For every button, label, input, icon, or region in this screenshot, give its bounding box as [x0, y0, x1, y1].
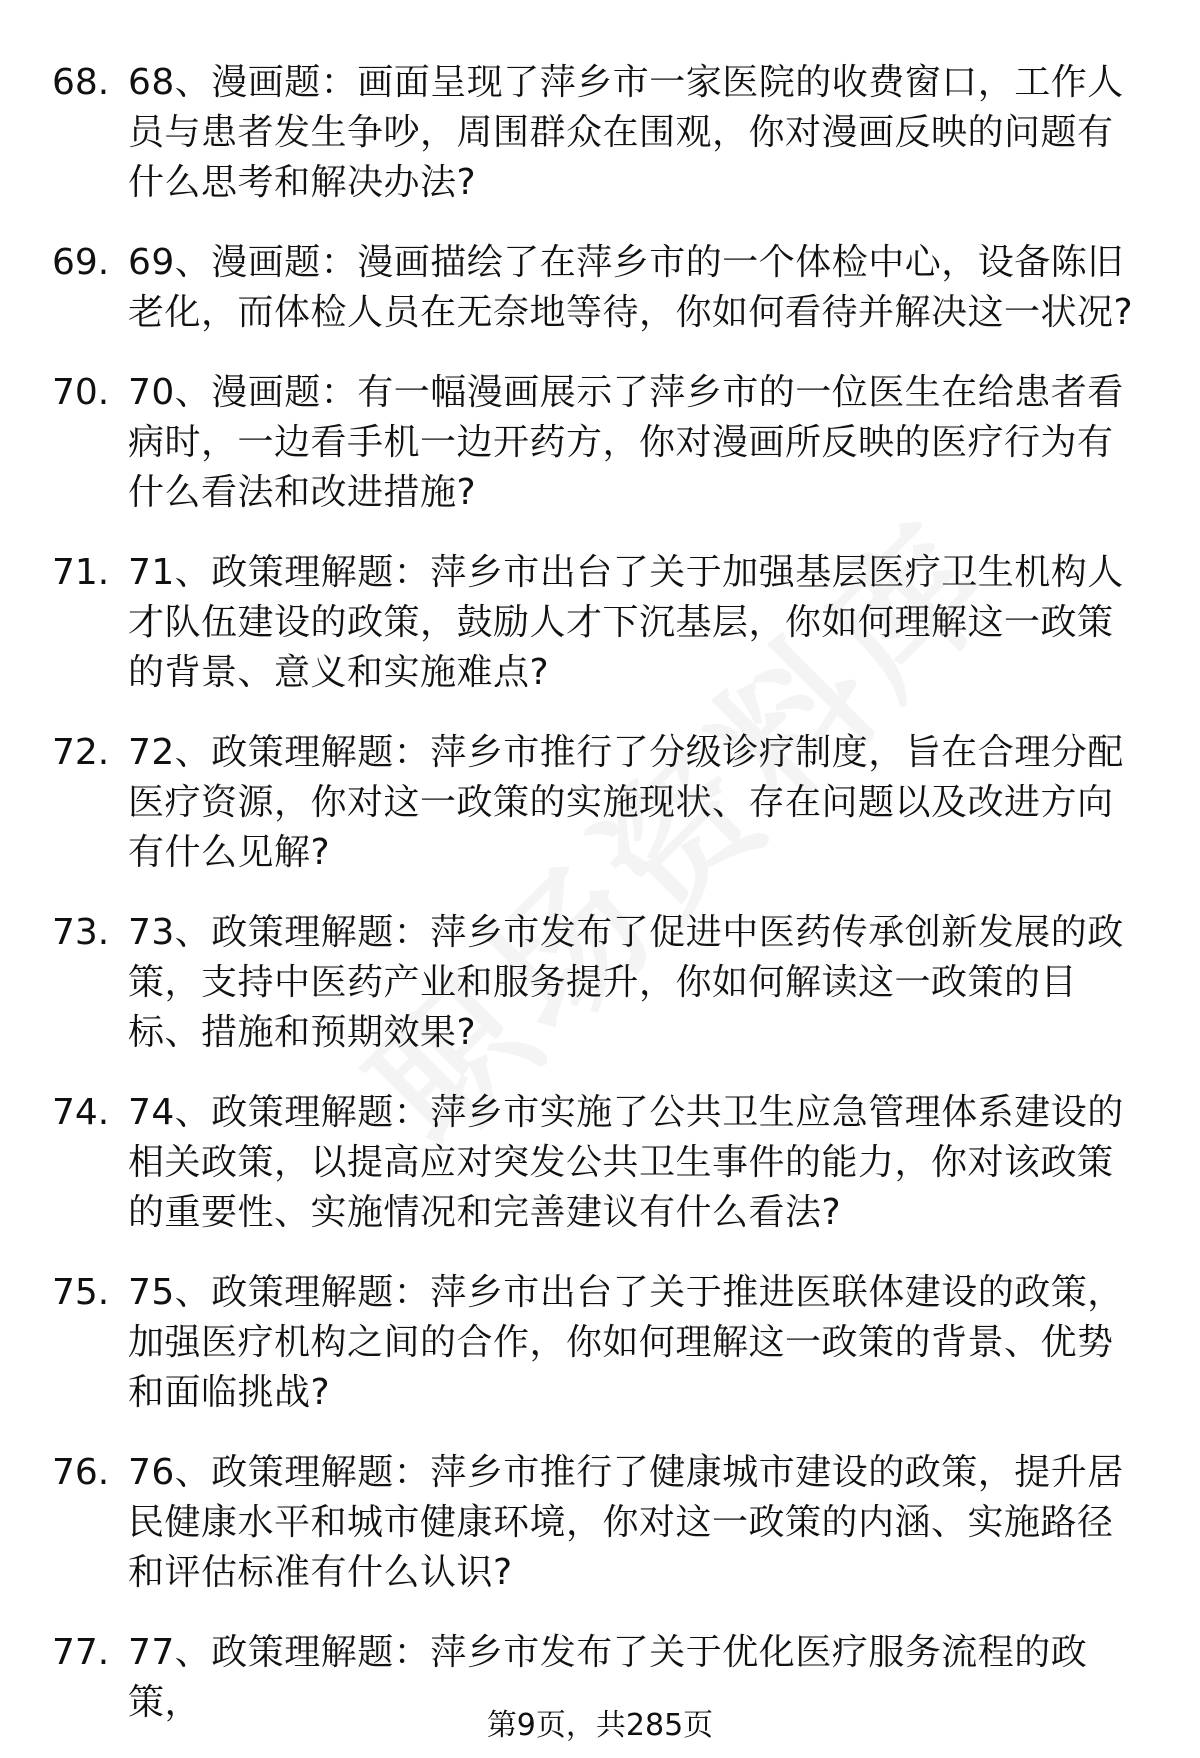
- item-text: 76、政策理解题：萍乡市推行了健康城市建设的政策，提升居民健康水平和城市健康环境，你对这一政策的内涵、实施路径和评估标准有什么认识?: [128, 1452, 1124, 1593]
- list-item: [52, 1268, 1152, 1418]
- item-number: 73.: [52, 912, 110, 953]
- item-number: 68.: [52, 62, 110, 103]
- item-text: 70、漫画题：有一幅漫画展示了萍乡市的一位医生在给患者看病时，一边看手机一边开药方，你对漫画所反映的医疗行为有什么看法和改进措施?: [128, 372, 1124, 513]
- list-item: [52, 1448, 1152, 1598]
- item-number: 71.: [52, 552, 110, 593]
- item-text: 72、政策理解题：萍乡市推行了分级诊疗制度，旨在合理分配医疗资源，你对这一政策的实施现状、存在问题以及改进方向有什么见解?: [128, 732, 1124, 873]
- item-number: 74.: [52, 1092, 110, 1133]
- item-number: 75.: [52, 1272, 110, 1313]
- list-item: [52, 368, 1152, 518]
- item-number: 76.: [52, 1452, 110, 1493]
- item-text: 73、政策理解题：萍乡市发布了促进中医药传承创新发展的政策，支持中医药产业和服务提升，你如何解读这一政策的目标、措施和预期效果?: [128, 912, 1124, 1053]
- item-number: 77.: [52, 1632, 110, 1673]
- page-footer: 第9页，共285页: [486, 1708, 714, 1743]
- item-text: 68、漫画题：画面呈现了萍乡市一家医院的收费窗口，工作人员与患者发生争吵，周围群众在围观，你对漫画反映的问题有什么思考和解决办法?: [128, 62, 1124, 203]
- item-text: 71、政策理解题：萍乡市出台了关于加强基层医疗卫生机构人才队伍建设的政策，鼓励人才下沉基层，你如何理解这一政策的背景、意义和实施难点?: [128, 552, 1124, 693]
- item-number: 70.: [52, 372, 110, 413]
- item-text: 75、政策理解题：萍乡市出台了关于推进医联体建设的政策，加强医疗机构之间的合作，你如何理解这一政策的背景、优势和面临挑战?: [128, 1272, 1124, 1413]
- item-text: 77、政策理解题：萍乡市发布了关于优化医疗服务流程的政策，: [128, 1632, 1088, 1723]
- item-text: 69、漫画题：漫画描绘了在萍乡市的一个体检中心，设备陈旧老化，而体检人员在无奈地等待，你如何看待并解决这一状况?: [128, 242, 1134, 333]
- list-item: [52, 548, 1152, 698]
- list-item: [52, 238, 1152, 338]
- list-item: [52, 58, 1152, 208]
- list-item: [52, 908, 1152, 1058]
- item-number: 69.: [52, 242, 110, 283]
- item-text: 74、政策理解题：萍乡市实施了公共卫生应急管理体系建设的相关政策，以提高应对突发公共卫生事件的能力，你对该政策的重要性、实施情况和完善建议有什么看法?: [128, 1092, 1124, 1233]
- list-item: [52, 728, 1152, 878]
- list-item: [52, 1088, 1152, 1238]
- question-list: [52, 58, 1152, 1758]
- item-number: 72.: [52, 732, 110, 773]
